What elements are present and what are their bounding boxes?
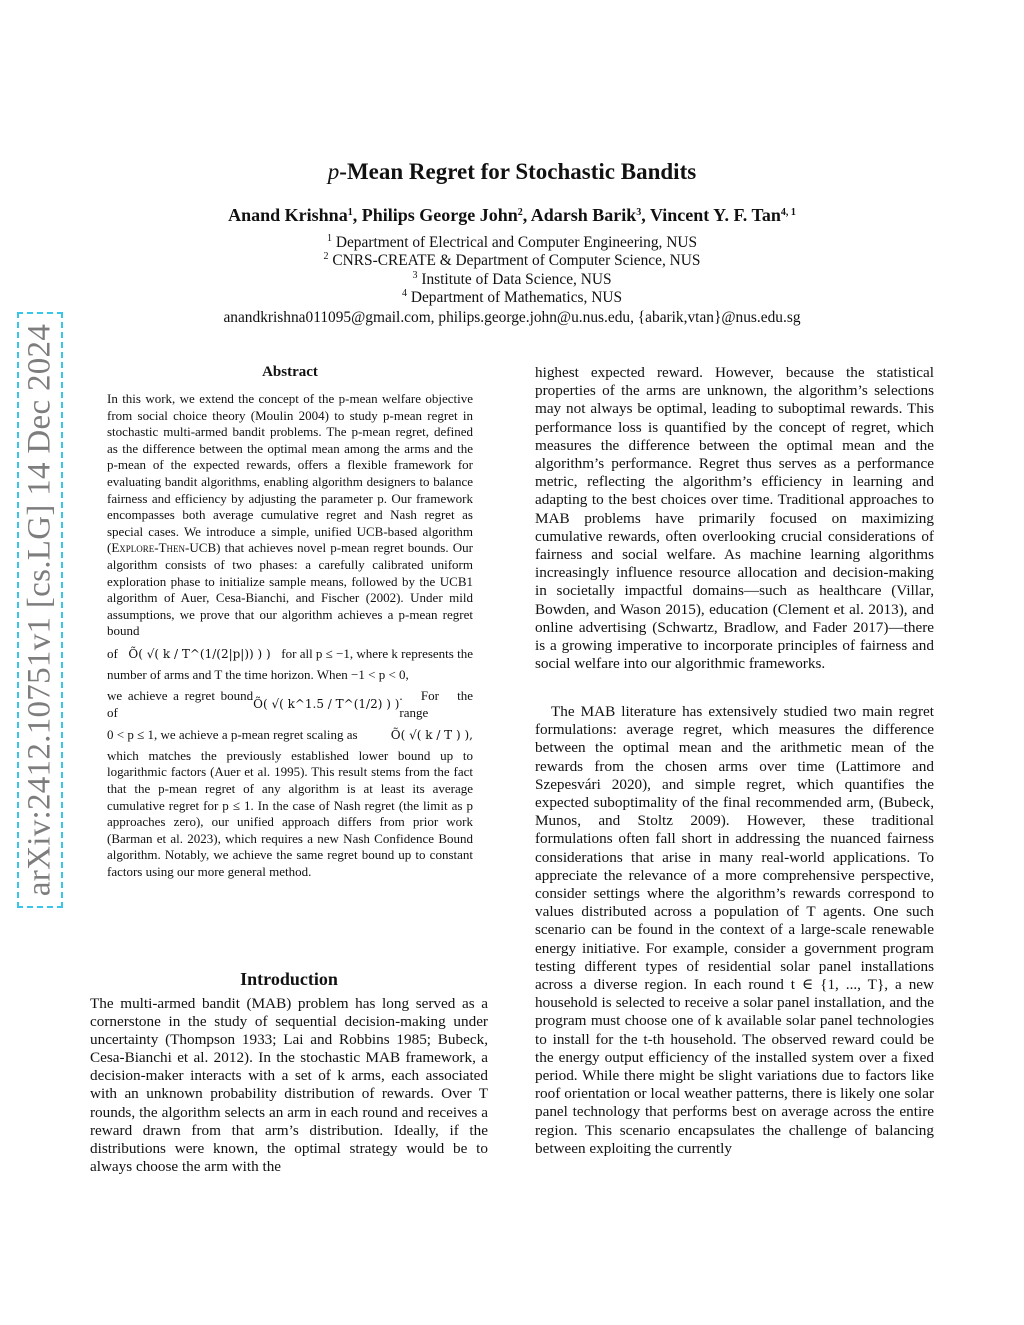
abstract-body [107,391,473,881]
affiliation-text: Department of Mathematics, NUS [410,289,622,306]
author-emails[interactable]: anandkrishna011095@gmail.com, philips.george.john@u.nus.edu, {abarik,vtan}@nus.edu.sg [223,309,801,326]
author-name: Philips George John [361,205,518,225]
author-name: Adarsh Barik [530,205,637,225]
abstract-text: of [107,645,118,661]
author-affiliation-mark: 4, 1 [780,207,796,218]
introduction-paragraph: The multi-armed bandit (MAB) problem has long served as a cornerstone in the study of sequential decision-making under uncertainty (Thompson 1933; Lai and Robbins 1985; Bubeck, Cesa-Bianchi et al. 2012). In the stochastic MAB framework, a decision-maker interacts with a set of k arms, each associated with an unknown probability distribution of rewards. Over T rounds, the algorithm selects an arm in each round and receives a reward drawn from that arm’s distribution. Ideally, if the distributions were known, the optimal strategy would be to always choose the arm with the [90,995,488,1175]
body-paragraph: highest expected reward. However, because the statistical properties of the arms are unknown, the algorithm’s selections may not always be optimal, leading to suboptimal rewards. This performance loss is quantified by the concept of regret, which measures the difference between the optimal mean and the algorithm’s performance. Regret thus serves as a performance metric, reflecting the algorithm’s efficiency in learning and adapting to the best choices over time. Traditional approaches to MAB problems have primarily focused on maximizing cumulative rewards, often overlooking crucial considerations of fairness and social welfare. As machine learning algorithms increasingly influence resource allocation and decision-making in societally impactful domains—such as healthcare (Villar, Bowden, and Wason 2015), education (Clement et al. 2013), and online advertising (Schwartz, Bradlow, and Fader 2017)—there is a growing imperative to incorporate principles of fairness and social welfare into our algorithmic frameworks. [535,364,934,673]
title-text: -Mean Regret for Stochastic Bandits [339,159,697,184]
abstract-text: . For the range [399,688,473,720]
math-line [107,646,473,663]
affiliation-line [0,234,1024,252]
abstract-text: In this work, we extend the concept of the p-mean welfare objective from social choice theory (Moulin 2004) to study p-mean regret in stochastic multi-armed bandit problems. The p-mean regret, defined as the difference between the optimal mean among the arms and the p-mean of the expected rewards, offers a flexible framework for evaluating bandit algorithms, enabling algorithm designers to balance fairness and efficiency by adjusting the parameter p. Our framework encompasses both average cumulative regret and Nash regret as special cases. We introduce a simple, unified UCB-based algorithm ( [107,391,473,556]
author-affiliation-mark: 1 [347,207,353,218]
arxiv-id: arXiv:2412.10751v1 [cs.LG] 14 Dec 2024 [21,323,58,897]
author-affiliation-mark: 2 [517,207,523,218]
introduction-heading: Introduction [240,969,338,989]
regret-bound-formula: Õ( √( k / T ) ), [390,728,473,743]
algorithm-name: Explore-Then-UCB [111,540,217,556]
arxiv-stamp[interactable] [17,312,63,908]
abstract-text: which matches the previously established lower bound up to logarithmic factors (Auer et al. 1995). This result stems from the fact that the p-mean regret of any algorithm is at least its average cumulative regret for p ≤ 1. In the case of Nash regret (the limit as p approaches zero), our unified approach differs from prior work (Barman et al. 2023), which requires a new Nash Confidence Bound algorithm. Notably, we achieve the same regret bound up to constant factors using our more general method. [107,747,473,880]
affiliation-text: CNRS-CREATE & Department of Computer Science, NUS [332,252,701,269]
author-affiliation-mark: 3 [636,207,642,218]
affiliation-line [0,271,1024,289]
paper-title [0,159,1024,185]
abstract-text: number of arms and T the time horizon. When −1 < p < 0, [107,666,409,682]
abstract-text: ) that achieves novel p-mean regret bounds. Our algorithm consists of two phases: a carefully calibrated uniform exploration phase to initialize sample means, followed by the UCB1 algorithm of Auer, Cesa-Bianchi, and Fischer (2002). Under mild assumptions, we prove that our algorithm achieves a p-mean regret bound [107,540,473,639]
math-line [107,688,473,721]
affiliation-line [0,252,1024,270]
affiliation-text: Department of Electrical and Computer Engineering, NUS [335,234,697,251]
body-paragraph: The MAB literature has extensively studied two main regret formulations: average regret, which measures the difference between the optimal mean and the arithmetic mean of the rewards from the chosen arms over time (Lattimore and Szepesvári 2020), and simple regret, which quantifies the expected suboptimality of the final recommended arm, (Bubeck, Munos, and Stoltz 2009). However, these traditional formulations often fall short in addressing the nuanced fairness considerations that arise in many real-world applications. To appreciate the relevance of a more comprehensive perspective, consider settings where the algorithm’s rewards correspond to values distributed across a population of T agents. One such scenario can be found in the context of a large-scale renewable energy initiative. For example, consider a government program testing different types of residential solar panel installations across a diverse region. In each round t ∈ {1, ..., T}, a new household is selected to receive a solar panel installation, and the program must choose one of k available solar panel technologies to install for the t-th household. The observed reward could be the energy output efficiency of the installed system over a fixed period. While there might be slight variations due to factors like roof orientation or local weather patterns, there is likely one solar panel technology that performs best on average across the entire region. This scenario encapsulates the challenge of balancing between exploiting the currently [535,703,934,1157]
author-name: Vincent Y. F. Tan [649,205,781,225]
affiliation-mark: 4 [402,288,407,299]
affiliation-mark: 1 [327,233,332,244]
affiliation-mark: 3 [412,270,418,281]
abstract-text: 0 < p ≤ 1, we achieve a p-mean regret scaling as [107,727,358,743]
affiliation-text: Institute of Data Science, NUS [421,271,612,288]
author-list: Anand Krishna$^1$, Philips George John$^2$, Adarsh Barik$^3$, Vincent Y. F. Tan$^{4, 1}$ [228,205,796,225]
author-name: Anand Krishna [228,205,348,225]
abstract-heading: Abstract [262,364,318,380]
title-variable: p [327,159,340,184]
affiliation-mark: 2 [323,251,329,262]
regret-bound-formula: Õ( √( k / T^(1/(2|p|)) ) ) [128,646,271,661]
abstract-text: we achieve a regret bound of [107,688,254,720]
affiliation-line [0,289,1024,307]
math-line [107,727,473,744]
abstract-text: for all p ≤ −1, where k represents the [281,645,473,661]
regret-bound-formula: Õ( √( k^1.5 / T^(1/2) ) ) [253,697,400,712]
